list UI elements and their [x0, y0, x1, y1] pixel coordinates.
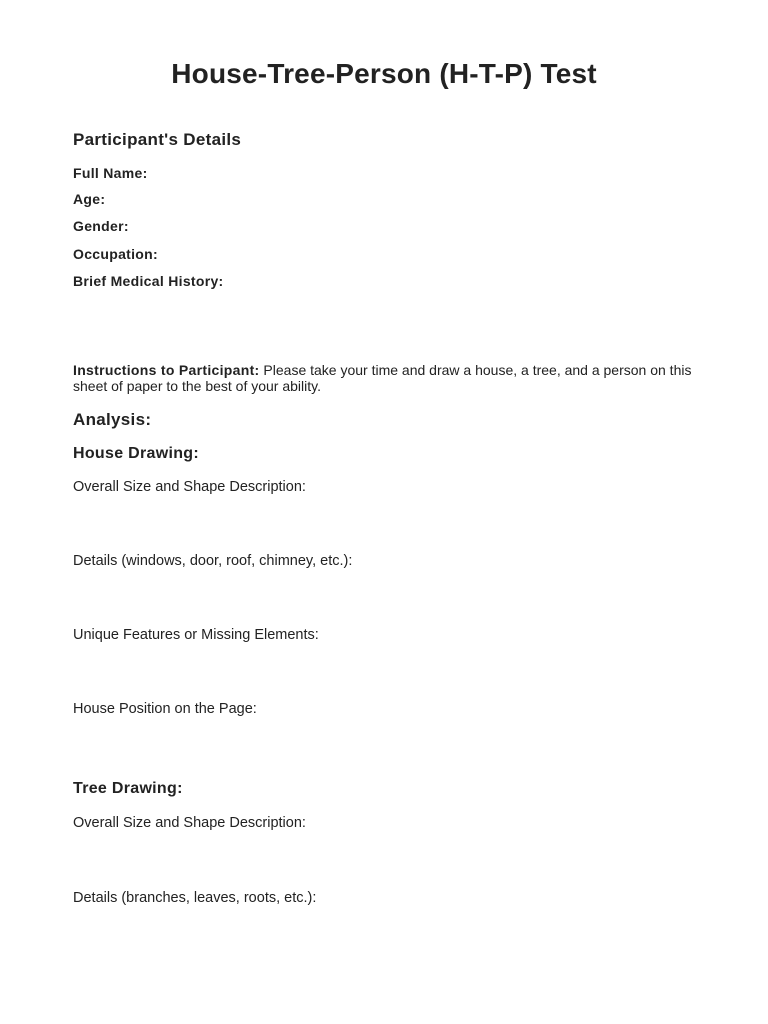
house-drawing-heading: House Drawing:	[73, 445, 199, 462]
instructions-text: Please take your time and draw a house, a tree, and a person on this sheet of paper to the best of your ability.	[73, 362, 692, 394]
analysis-heading: Analysis:	[73, 410, 152, 429]
full-name-label: Full Name:	[73, 165, 148, 181]
occupation-label: Occupation:	[73, 246, 158, 262]
participant-details-heading: Participant's Details	[73, 130, 242, 149]
page-title: House-Tree-Person (H-T-P) Test	[171, 58, 597, 89]
instructions-paragraph	[73, 363, 703, 394]
house-position-prompt: House Position on the Page:	[73, 701, 257, 717]
tree-drawing-heading: Tree Drawing:	[73, 780, 183, 797]
gender-label: Gender:	[73, 218, 129, 234]
house-size-shape-prompt: Overall Size and Shape Description:	[73, 479, 306, 495]
age-label: Age:	[73, 191, 106, 207]
tree-details-prompt: Details (branches, leaves, roots, etc.):	[73, 890, 317, 906]
medical-history-label: Brief Medical History:	[73, 273, 224, 289]
instructions-lead: Instructions to Participant:	[73, 362, 260, 378]
house-details-prompt: Details (windows, door, roof, chimney, etc.):	[73, 553, 353, 569]
tree-size-shape-prompt: Overall Size and Shape Description:	[73, 815, 306, 831]
house-unique-features-prompt: Unique Features or Missing Elements:	[73, 627, 319, 643]
